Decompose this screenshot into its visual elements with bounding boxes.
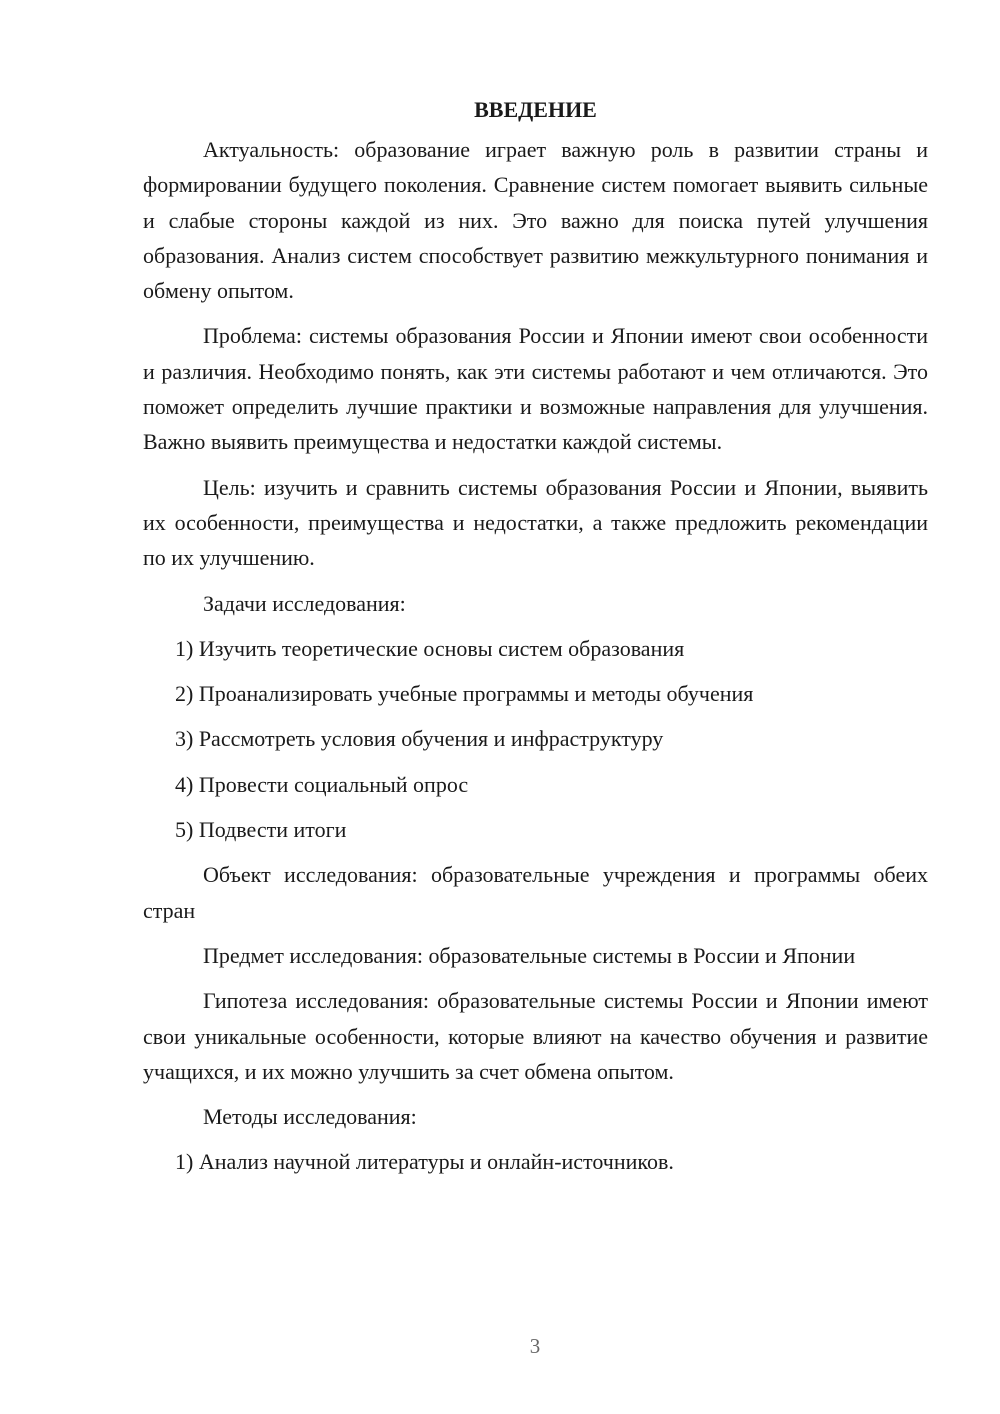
document-page (143, 92, 928, 1190)
relevance-paragraph: Актуальность: образование играет важную роль в развитии страны и формировании будущего поколения. Сравнение систем помогает выявить сильные и слабые стороны каждой из них. Это важно для поиска путей улучшения образования. Анализ систем способствует развитию межкультурного понимания и обмену опытом. (143, 137, 928, 304)
list-item: 5) Подвести итоги (175, 817, 347, 843)
list-item: 1) Изучить теоретические основы систем образования (175, 635, 685, 661)
goal-paragraph: Цель: изучить и сравнить системы образования России и Японии, выявить их особенности, преимущества и недостатки, а также предложить рекомендации по их улучшению. (143, 474, 928, 571)
list-item: 3) Рассмотреть условия обучения и инфраструктуру (175, 726, 664, 752)
tasks-list (143, 631, 928, 847)
list-item: 4) Провести социальный опрос (175, 771, 469, 797)
problem-paragraph: Проблема: системы образования России и Японии имеют свои особенности и различия. Необходимо понять, как эти системы работают и чем отличаются. Это поможет определить лучшие практики и возможные направления для улучшения. Важно выявить преимущества и недостатки каждой системы. (143, 323, 928, 455)
hypothesis-paragraph: Гипотеза исследования: образовательные системы России и Японии имеют свои уникальные особенности, которые влияют на качество обучения и развитие учащихся, и их можно улучшить за счет обмена опытом. (143, 988, 928, 1084)
list-item: 1) Анализ научной литературы и онлайн-источников. (175, 1149, 674, 1175)
tasks-label: Задачи исследования: (203, 590, 406, 616)
list-item: 2) Проанализировать учебные программы и методы обучения (175, 681, 754, 707)
subject-paragraph: Предмет исследования: образовательные системы в России и Японии (203, 942, 856, 968)
section-heading: ВВЕДЕНИЕ (474, 97, 597, 122)
page-number: 3 (529, 1334, 541, 1358)
methods-label: Методы исследования: (203, 1104, 417, 1130)
object-paragraph: Объект исследования: образовательные учреждения и программы обеих стран (143, 862, 928, 923)
methods-list (143, 1144, 928, 1179)
